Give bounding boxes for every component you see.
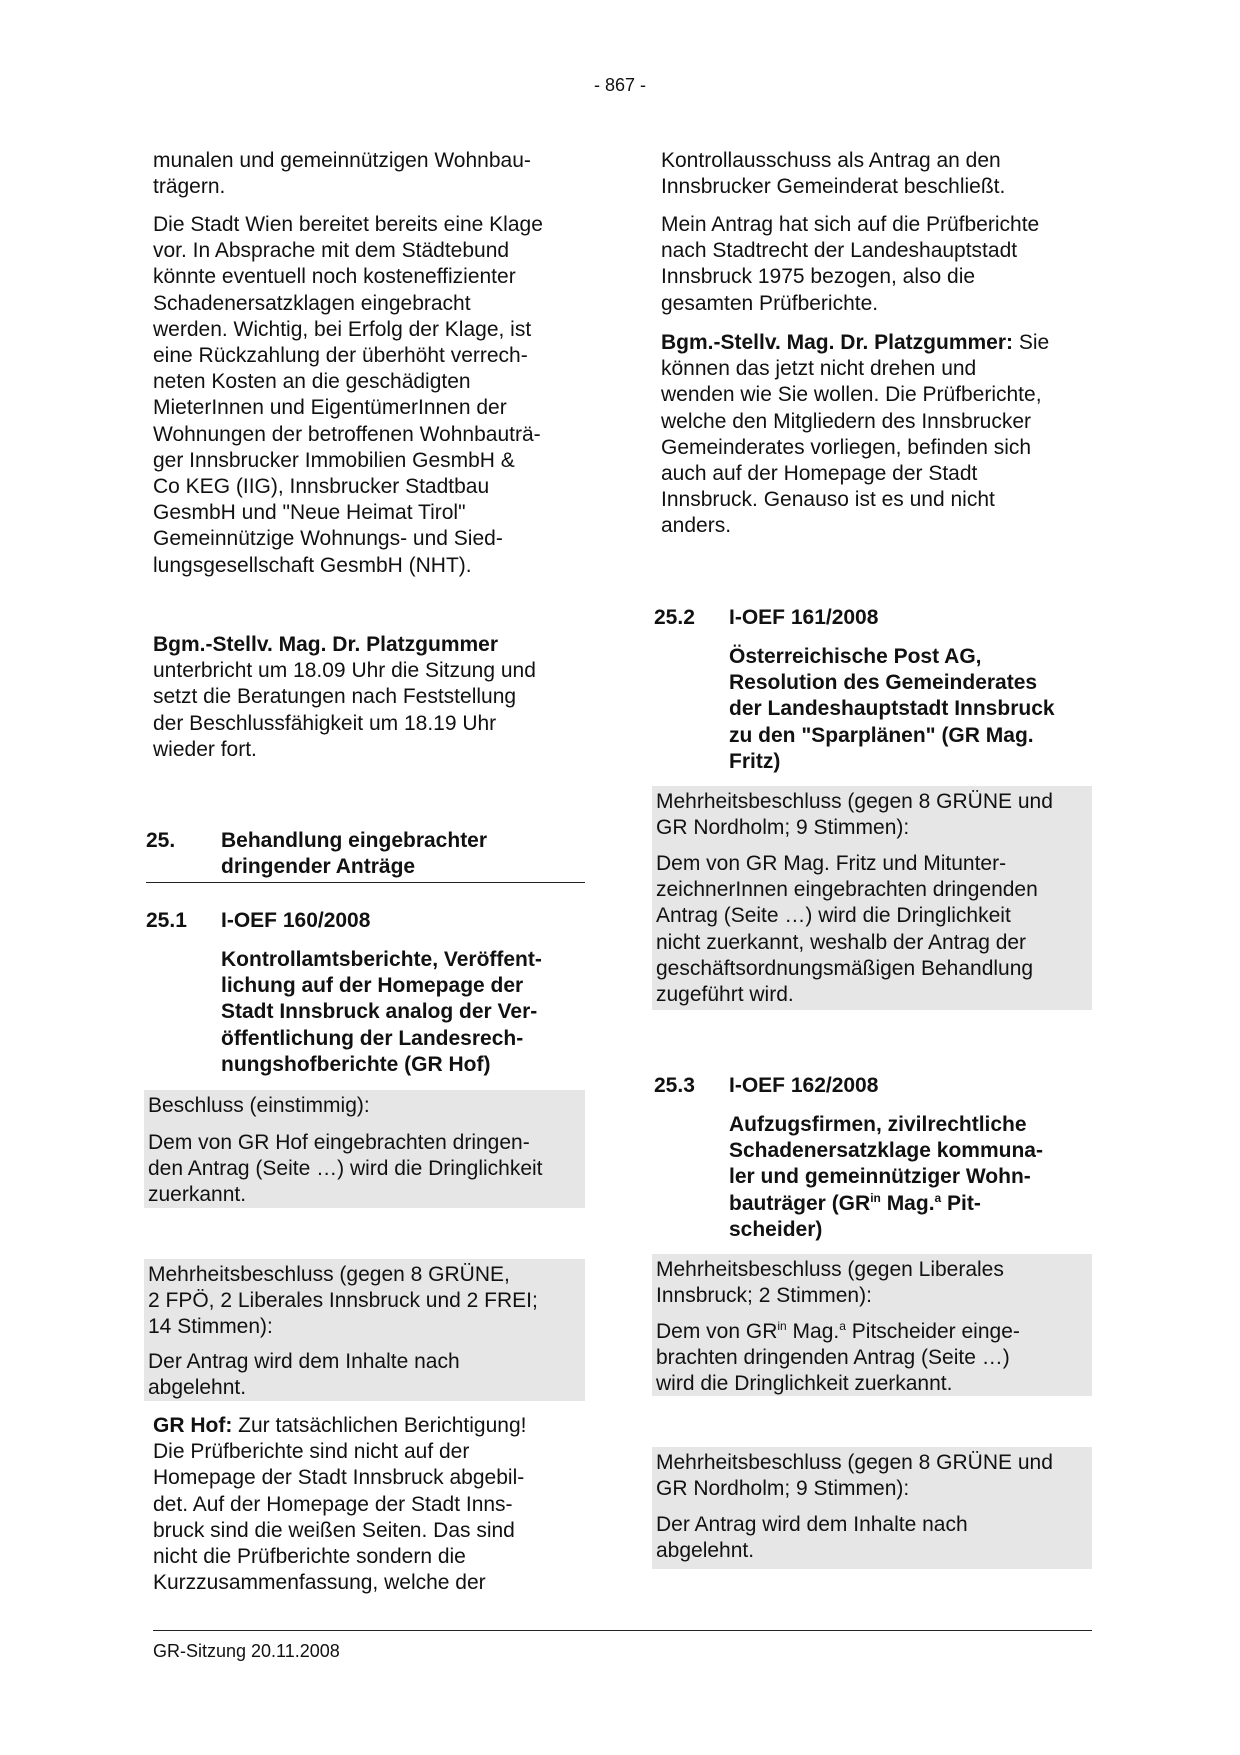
footer-session-date: GR-Sitzung 20.11.2008 xyxy=(153,1641,340,1661)
left-paragraph-1: munalen und gemeinnützigen Wohnbau- trägern. xyxy=(153,149,531,199)
resolution-box-2 xyxy=(144,1259,585,1401)
section-25-1-code: I-OEF 160/2008 xyxy=(221,909,371,932)
resolution-heading: Mehrheitsbeschluss (gegen 8 GRÜNE, 2 FPÖ, 2 Liberales Innsbruck und 2 FREI; 14 Stimmen): xyxy=(148,1263,538,1339)
resolution-text: Dem von GR Mag. Fritz und Mitunter- zeichnerInnen eingebrachten dringenden Antrag (Seite …) wird die Dringlichkeit nicht zuerkannt, weshalb der Antrag der geschäftsordnungsmäßigen Behandlung zugeführt wird. xyxy=(656,852,1038,1007)
section-divider xyxy=(146,882,585,883)
resolution-box-5 xyxy=(652,1447,1092,1569)
section-25-3-number: 25.3 xyxy=(654,1074,695,1097)
resolution-text: Der Antrag wird dem Inhalte nach abgelehnt. xyxy=(148,1350,460,1400)
section-25-2-code: I-OEF 161/2008 xyxy=(729,606,879,629)
title-part: Pit- scheider) xyxy=(729,1191,981,1241)
title-part: Mag. xyxy=(880,1191,935,1215)
speaker-name: GR Hof: xyxy=(153,1414,233,1437)
section-25-2-title: Österreichische Post AG, Resolution des Gemeinderates der Landeshauptstadt Innsbruck zu den "Sparplänen" (GR Mag. Fritz) xyxy=(729,645,1055,773)
left-paragraph-interruption xyxy=(153,632,593,763)
right-paragraph-reply xyxy=(661,330,1101,540)
speaker-name: Bgm.-Stellv. Mag. Dr. Platzgummer: xyxy=(661,331,1014,354)
resolution-text: Der Antrag wird dem Inhalte nach abgelehnt. xyxy=(656,1513,968,1563)
footer-rule xyxy=(153,1630,1092,1631)
resolution-heading: Beschluss (einstimmig): xyxy=(148,1094,370,1117)
resolution-text: Dem von GR Hof eingebrachten dringen- den Antrag (Seite …) wird die Dringlichkeit zuerkannt. xyxy=(148,1131,543,1207)
title-superscript: in xyxy=(870,1190,881,1205)
section-25-3-title xyxy=(729,1112,1099,1243)
right-paragraph-2: Mein Antrag hat sich auf die Prüfberichte nach Stadtrecht der Landeshauptstadt Innsbruck 1975 bezogen, also die gesamten Prüfberichte. xyxy=(661,213,1040,315)
left-paragraph-gr-hof xyxy=(153,1413,593,1596)
section-25-3-code: I-OEF 162/2008 xyxy=(729,1074,879,1097)
section-25-number: 25. xyxy=(146,829,176,852)
text-part: Dem von GR xyxy=(656,1320,778,1343)
title-superscript: a xyxy=(934,1190,942,1205)
section-25-1-title: Kontrollamtsberichte, Veröffent- lichung auf der Homepage der Stadt Innsbruck analog der Ver- öffentlichung der Landesrech- nungshofberichte (GR Hof) xyxy=(221,948,542,1076)
text-superscript: in xyxy=(777,1319,787,1333)
speech-text: Zur tatsächlichen Berichtigung! Die Prüfberichte sind nicht auf der Homepage der Stadt Innsbruck abgebil- det. Auf der Homepage der Stadt Inns- bruck sind die weißen Seiten. Das sind nicht die Prüfberichte sondern die Kurzzusammenfassung, welche der xyxy=(153,1414,527,1595)
resolution-heading: Mehrheitsbeschluss (gegen 8 GRÜNE und GR Nordholm; 9 Stimmen): xyxy=(656,790,1053,840)
text-part: Pitscheider einge- brachten dringenden Antrag (Seite …) wird die Dringlichkeit zuerkannt. xyxy=(656,1320,1020,1396)
resolution-box-1 xyxy=(144,1090,585,1208)
right-paragraph-1: Kontrollausschuss als Antrag an den Innsbrucker Gemeinderat beschließt. xyxy=(661,149,1006,199)
speaker-name: Bgm.-Stellv. Mag. Dr. Platzgummer xyxy=(153,633,499,656)
resolution-box-4 xyxy=(652,1254,1092,1396)
section-25-title: Behandlung eingebrachter dringender Anträge xyxy=(221,829,488,879)
text-superscript: a xyxy=(839,1319,846,1333)
resolution-heading: Mehrheitsbeschluss (gegen 8 GRÜNE und GR Nordholm; 9 Stimmen): xyxy=(656,1451,1053,1501)
interruption-text: unterbricht um 18.09 Uhr die Sitzung und setzt die Beratungen nach Feststellung der Beschlussfähigkeit um 18.19 Uhr wieder fort. xyxy=(153,659,536,761)
resolution-text xyxy=(656,1319,1088,1398)
text-part: Mag. xyxy=(786,1320,840,1343)
section-25-2-number: 25.2 xyxy=(654,606,695,629)
resolution-heading: Mehrheitsbeschluss (gegen Liberales Innsbruck; 2 Stimmen): xyxy=(656,1258,1004,1308)
section-25-1-number: 25.1 xyxy=(146,909,187,932)
left-paragraph-2: Die Stadt Wien bereitet bereits eine Klage vor. In Absprache mit dem Städtebund könnte eventuell noch kosteneffizienter Schadenersatzklagen eingebracht werden. Wichtig, bei Erfolg der Klage, ist eine Rückzahlung der überhöht verrech- neten Kosten an die geschädigten MieterInnen und EigentümerInnen der Wohnungen der betroffenen Wohnbauträ- ger Innsbrucker Immobilien GesmbH & Co KEG (IIG), Innsbrucker Stadtbau GesmbH und "Neue Heimat Tirol" Gemeinnützige Wohnungs- und Sied- lungsgesellschaft GesmbH (NHT). xyxy=(153,213,543,577)
title-part: Aufzugsfirmen, zivilrechtliche Schadenersatzklage kommuna- ler und gemeinnütziger Wohn- bauträger (GR xyxy=(729,1113,1043,1215)
page-number: - 867 - xyxy=(593,75,647,95)
resolution-box-3 xyxy=(652,786,1092,1010)
speech-text: Sie können das jetzt nicht drehen und wenden wie Sie wollen. Die Prüfberichte, welche den Mitgliedern des Innsbrucker Gemeinderates vorliegen, befinden sich auch auf der Homepage der Stadt Innsbruck. Genauso ist es und nicht anders. xyxy=(661,331,1050,538)
